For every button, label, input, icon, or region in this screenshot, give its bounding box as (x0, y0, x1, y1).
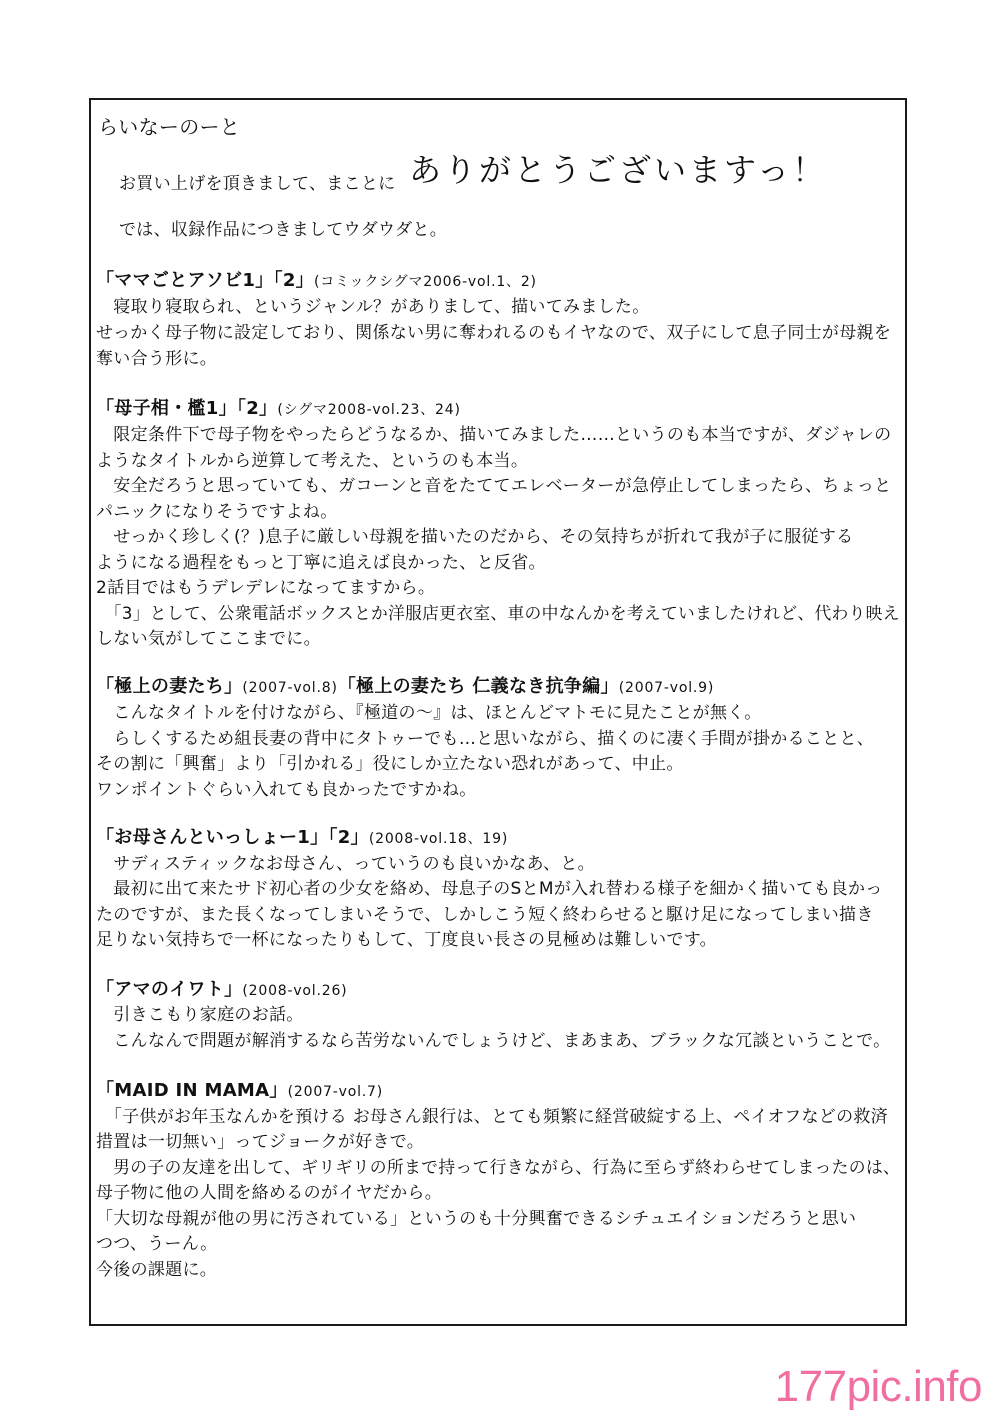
section-heading (96, 827, 508, 850)
section-meta: (コミックシグマ2006-vol.1、2) (313, 274, 537, 290)
body-line: その割に「興奮」より「引かれる」役にしか立たない恐れがあって、中止。 (96, 754, 684, 774)
body-line: つつ、うーん。 (96, 1234, 218, 1254)
body-line: こんなタイトルを付けながら、『極道の〜』は、ほとんどマトモに見たことが無く。 (96, 703, 762, 723)
section-title: 「MAID IN MAMA」 (96, 1080, 288, 1101)
body-line: せっかく母子物に設定しており、関係ない男に奪われるのもイヤなので、双子にして息子同士が母親を (96, 323, 892, 343)
body-line: サディスティックなお母さん、っていうのも良いかなあ、と。 (96, 854, 595, 874)
body-line: ワンポイントぐらい入れても良かったですかね。 (96, 780, 477, 800)
thanks-handwritten: ありがとうございますっ！ (409, 151, 828, 189)
body-line: 「大切な母親が他の男に汚されている」というのも十分興奮できるシチュエイションだろうと思い (96, 1209, 857, 1229)
section-heading (96, 1080, 383, 1103)
body-line: 限定条件下で母子物をやったらどうなるか、描いてみました……というのも本当ですが、ダジャレの (96, 425, 892, 445)
section-meta: (2007-vol.8) (242, 680, 338, 696)
body-line: 足りない気持ちで一杯になったりもして、丁度良い長さの見極めは難しいです。 (96, 930, 717, 950)
body-line: たのですが、また長くなってしまいそうで、しかしこう短く終わらせると駆け足になってしまい描き (96, 905, 874, 925)
section-meta: (2008-vol.26) (242, 983, 348, 999)
section-title-secondary: 「極上の妻たち 仁義なき抗争編」 (337, 676, 619, 697)
body-line: 引きこもり家庭のお話。 (96, 1005, 304, 1025)
body-line: らしくするため組長妻の背中にタトゥーでも…と思いながら、描くのに凄く手間が掛かることと、 (96, 729, 875, 749)
body-line: 最初に出て来たサド初心者の少女を絡め、母息子のSとMが入れ替わる様子を細かく描いても良かっ (96, 879, 883, 899)
body-line: 「子供がお年玉なんかを預ける お母さん銀行は、とても頻繁に経営破綻する上、ペイオフなどの救済 (96, 1107, 888, 1127)
body-line: 母子物に他の人間を絡めるのがイヤだから。 (96, 1183, 442, 1203)
body-line: 寝取り寝取られ、というジャンル？がありまして、描いてみました。 (96, 297, 650, 317)
section-heading (96, 676, 714, 699)
section-meta: (2007-vol.7) (287, 1084, 383, 1100)
section-heading (96, 270, 537, 293)
intro-line: お買い上げを頂きまして、まことに (119, 174, 396, 194)
section-title: 「お母さんといっしょー1」「2」 (96, 827, 369, 848)
section-heading (96, 979, 347, 1002)
body-line: 措置は一切無い」ってジョークが好きで。 (96, 1132, 425, 1152)
body-line: 2話目ではもうデレデレになってますから。 (96, 578, 436, 598)
body-line: 今後の課題に。 (96, 1260, 218, 1280)
section-title: 「母子相・檻1」「2」 (96, 398, 278, 419)
section-heading (96, 398, 461, 421)
section-title: 「ママごとアソビ1」「2」 (96, 270, 314, 291)
intro-line: では、収録作品につきましてウダウダと。 (119, 220, 448, 240)
body-line: ようなタイトルから逆算して考えた、というのも本当。 (96, 451, 529, 471)
body-line: 奪い合う形に。 (96, 349, 218, 369)
section-meta: (2008-vol.18、19) (368, 831, 509, 847)
section-title: 「アマのイワト」 (96, 979, 243, 1000)
body-line: パニックになりそうですよね。 (96, 502, 338, 522)
body-line: せっかく珍しく(？)息子に厳しい母親を描いたのだから、その気持ちが折れて我が子に服従する (96, 527, 854, 547)
body-line: ようになる過程をもっと丁寧に追えば良かった、と反省。 (96, 553, 546, 573)
body-line: こんなんで問題が解消するなら苦労ないんでしょうけど、まあまあ、ブラックな冗談ということで。 (96, 1031, 891, 1051)
section-title: 「極上の妻たち」 (96, 676, 243, 697)
body-line: 「3」として、公衆電話ボックスとか洋服店更衣室、車の中なんかを考えていましたけれど、代わり映え (96, 604, 900, 624)
site-watermark: 177pic.info (774, 1362, 982, 1411)
body-line: しない気がしてここまでに。 (96, 629, 321, 649)
body-line: 安全だろうと思っていても、ガコーンと音をたててエレベーターが急停止してしまったら、ちょっと (96, 476, 892, 496)
section-meta-secondary: (2007-vol.9) (618, 680, 715, 696)
note-title: らいなーのーと (98, 115, 241, 139)
body-line: 男の子の友達を出して、ギリギリの所まで持って行きながら、行為に至らず終わらせてしまったのは、 (96, 1158, 901, 1178)
section-meta: (シグマ2008-vol.23、24) (277, 402, 461, 418)
